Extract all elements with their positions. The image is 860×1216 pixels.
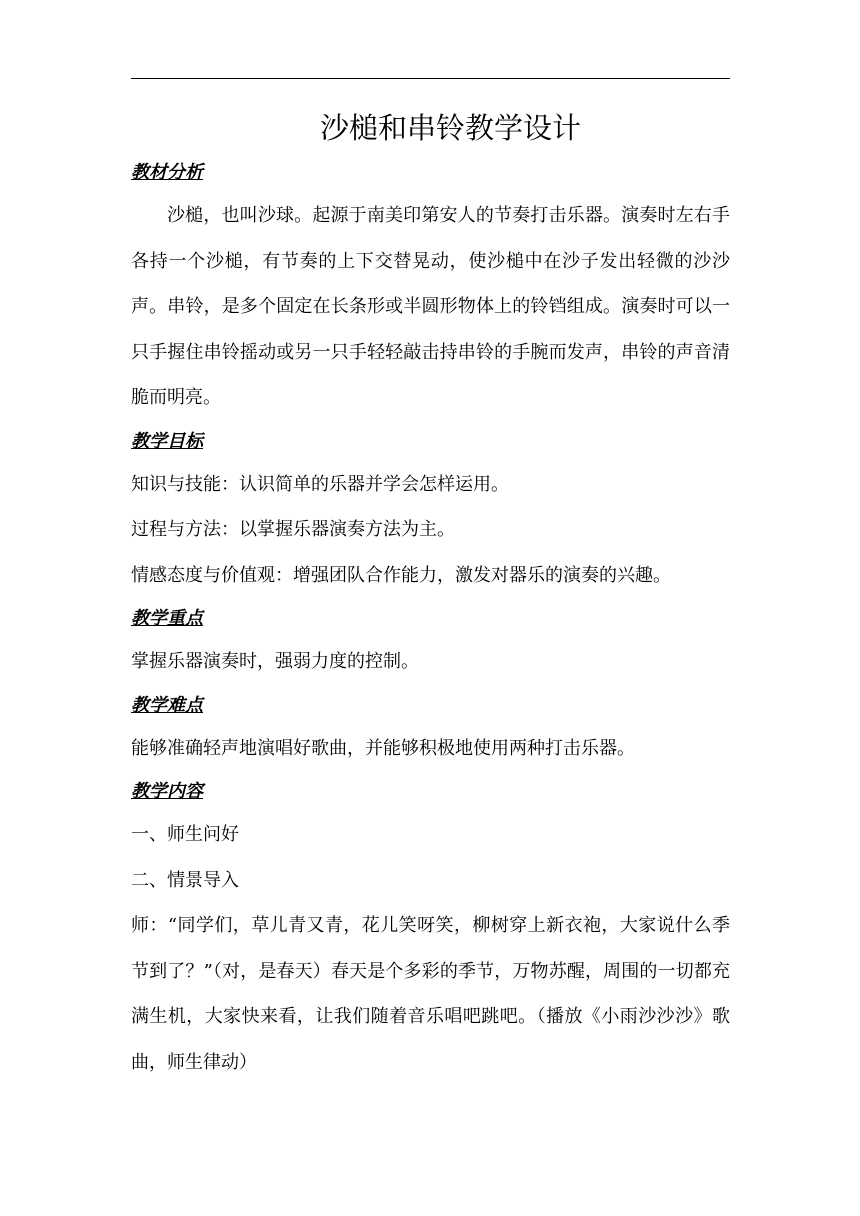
- content-step-1: 一、师生问好: [131, 824, 239, 845]
- section-heading-analysis: 教材分析: [131, 162, 203, 183]
- content-paragraph: 师：“同学们，草儿青又青，花儿笑呀笑，柳树穿上新衣袍，大家说什么季节到了？”（对，是春天）春天是个多彩的季节，万物苏醒，周围的一切都充满生机，大家快来看，让我们随着音乐唱吧跳吧。（播放《小雨沙沙沙》歌曲，师生律动）: [131, 915, 730, 1073]
- goal-knowledge: 知识与技能：认识简单的乐器并学会怎样运用。: [131, 473, 509, 495]
- section-heading-difficulties: 教学难点: [131, 694, 203, 716]
- document-body: [131, 152, 730, 1085]
- goal-process: 过程与方法：以掌握乐器演奏方法为主。: [131, 519, 455, 540]
- goal-attitude: 情感态度与价值观：增强团队合作能力，激发对器乐的演奏的兴趣。: [131, 564, 671, 586]
- header-rule: [131, 78, 730, 79]
- difficulties-text: 能够准确轻声地演唱好歌曲，并能够积极地使用两种打击乐器。: [131, 737, 635, 759]
- key-points-text: 掌握乐器演奏时，强弱力度的控制。: [131, 651, 419, 672]
- section-heading-key-points: 教学重点: [131, 608, 203, 629]
- page-title: 沙槌和串铃教学设计: [319, 111, 581, 145]
- analysis-paragraph: 沙槌，也叫沙球。起源于南美印第安人的节奏打击乐器。演奏时左右手各持一个沙槌，有节奏的上下交替晃动，使沙槌中在沙子发出轻微的沙沙声。串铃，是多个固定在长条形或半圆形物体上的铃铛组成。演奏时可以一只手握住串铃摇动或另一只手轻轻敲击持串铃的手腕而发声，串铃的声音清脆而明亮。: [131, 205, 730, 408]
- content-step-2: 二、情景导入: [131, 869, 239, 891]
- section-heading-goals: 教学目标: [131, 430, 203, 452]
- section-heading-content: 教学内容: [131, 781, 203, 802]
